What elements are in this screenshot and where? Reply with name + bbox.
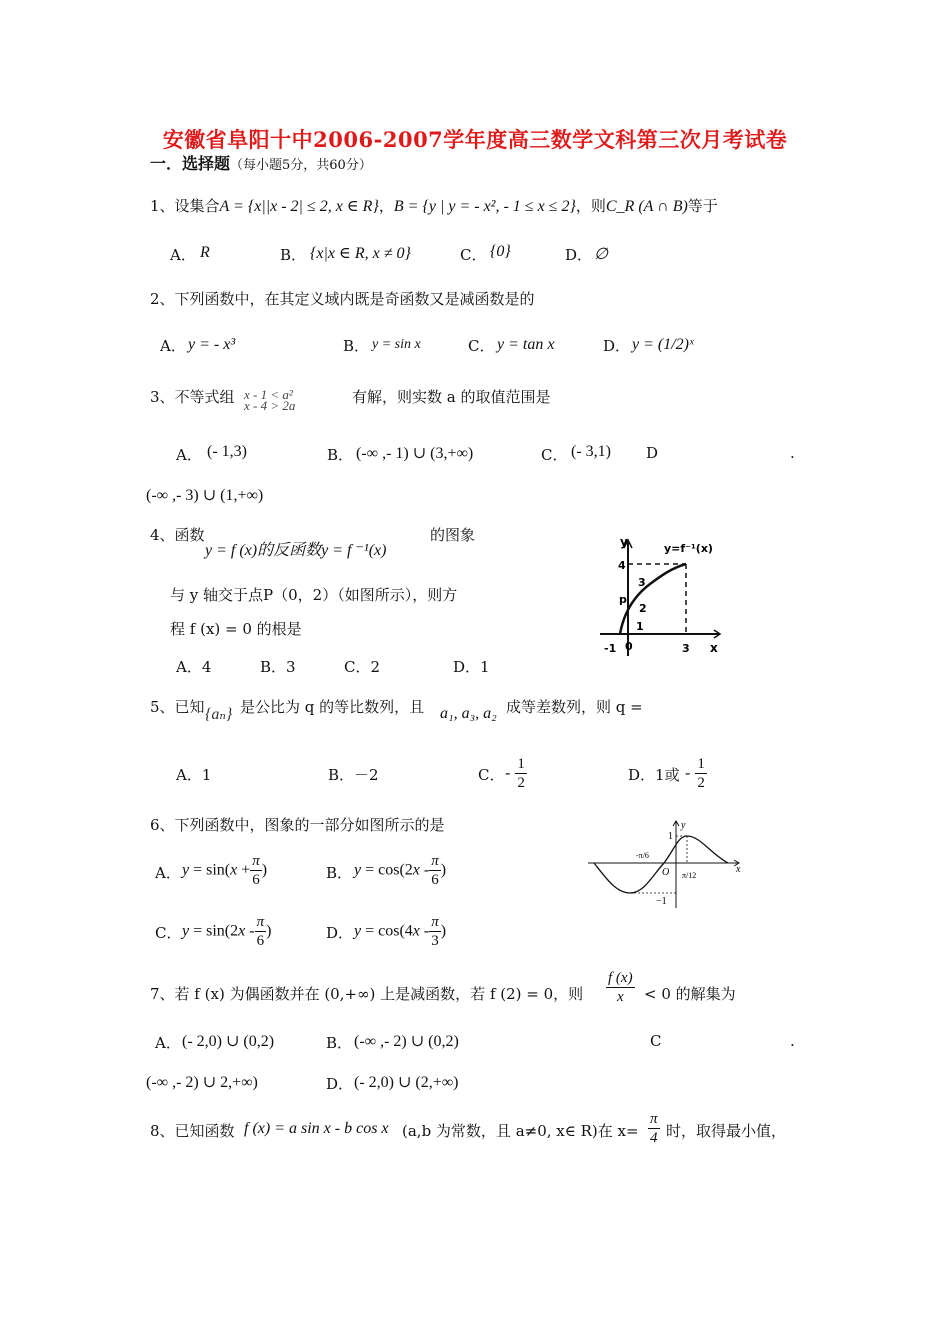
q5-option-b: B．－2 — [328, 766, 379, 784]
q7-period: . — [790, 1032, 795, 1050]
q4-tick-origin: 0 — [625, 640, 633, 653]
question-6: 6、下列函数中，图象的一部分如图所示的是 — [150, 816, 445, 834]
q4-y-label: y — [620, 535, 628, 549]
q1-option-c: {0} — [490, 243, 511, 260]
q6-option-b: y = cos(2x - $\frac{\pi}{6}$ ) — [354, 853, 447, 888]
page-title: 安徽省阜阳十中2006-2007学年度高三数学文科第三次月考试卷 — [162, 127, 788, 152]
question-3 — [150, 386, 235, 408]
q5-tail: 成等差数列，则 q = — [506, 698, 643, 716]
q5-option-c-frac: $\frac{1}{2}$ — [517, 756, 525, 791]
q5-option-c-label: C． — [478, 766, 505, 784]
q4-tick-2: 2 — [639, 602, 647, 615]
q6-option-d: y = cos(4x - $\frac{\pi}{3}$ ) — [354, 914, 447, 949]
q6-y-label: y — [681, 820, 686, 831]
q6-option-d-label: D． — [326, 924, 354, 942]
q1-option-a: R — [200, 244, 210, 261]
q4-tick-1: 1 — [636, 620, 644, 633]
q3-option-a-label: A． — [176, 446, 202, 464]
q1-set-b: B = {y | y = - x², - 1 ≤ x ≤ 2} — [393, 198, 576, 215]
q4-option-a: A．4 — [176, 658, 212, 676]
q5-seq: {aₙ} — [205, 706, 233, 723]
q3-option-c-label: C． — [541, 446, 568, 464]
q5-option-c: - $\frac{1}{2}$ — [505, 756, 525, 791]
q2-option-a-label: A． — [160, 337, 186, 355]
q6-graph — [586, 818, 746, 910]
q7-option-d-label: D． — [326, 1075, 354, 1093]
q7-frac-top: f (x) — [608, 970, 633, 986]
q1-end: 等于 — [687, 197, 718, 215]
q7-option-b: (-∞ ,- 2) ∪ (0,2) — [354, 1033, 459, 1050]
question-1 — [150, 195, 718, 218]
q4-option-b: B．3 — [260, 658, 296, 676]
section-note: （每小题5分，共60分） — [230, 158, 372, 173]
section-label: 一．选择题 — [150, 154, 231, 173]
q4-line-2: 与 y 轴交于点P（0，2）（如图所示），则方 — [170, 586, 458, 604]
q2-option-b: y = sin x — [372, 337, 421, 352]
q4-tail: 的图象 — [430, 526, 476, 544]
q6-tick-neg-pi6: -π/6 — [636, 851, 649, 860]
q3-option-d: (-∞ ,- 3) ∪ (1,+∞) — [146, 487, 264, 504]
q1-sep: ， — [378, 197, 394, 215]
q8-mid: (a,b 为常数，且 a≠0, x∈ R)在 x= — [402, 1122, 639, 1140]
q1-option-c-label: C． — [460, 246, 487, 264]
q4-curve-label: y=f⁻¹(x) — [664, 542, 713, 555]
q7-tail: < 0 的解集为 — [644, 985, 736, 1003]
q5-mid: 是公比为 q 的等比数列，且 — [240, 698, 425, 716]
q3-system-bottom: x - 4 > 2a — [244, 398, 296, 413]
q6-option-b-label: B． — [326, 864, 353, 882]
q1-option-a-label: A． — [170, 246, 196, 264]
q6-option-a: y = sin(x + $\frac{\pi}{6}$ ) — [182, 853, 268, 888]
section-heading — [150, 151, 372, 174]
q7-option-a: (- 2,0) ∪ (0,2) — [182, 1033, 275, 1050]
q4-tick-x3: 3 — [682, 642, 690, 655]
q7-option-d: (- 2,0) ∪ (2,+∞) — [354, 1074, 459, 1091]
q7-fraction — [606, 969, 635, 1006]
q1-tail: ，则 — [575, 197, 606, 215]
question-5: 5、已知 — [150, 698, 205, 716]
q2-option-d: y = (1/2)ˣ — [632, 336, 694, 353]
q4-curve — [620, 564, 686, 634]
q5-terms: a₁, a₃, a₂ — [440, 705, 497, 722]
q6-tick-1: 1 — [668, 831, 673, 842]
q5-option-a: A．1 — [176, 766, 212, 784]
q4-tick-4: 4 — [618, 559, 626, 572]
q3-option-b: (-∞ ,- 1) ∪ (3,+∞) — [356, 445, 474, 462]
q1-option-d-label: D． — [565, 246, 593, 264]
q8-expr: f (x) = a sin x - b cos x — [244, 1120, 389, 1137]
q1-expr: C_R (A ∩ B) — [605, 198, 688, 215]
q7-frac-bottom: x — [616, 989, 624, 1005]
q8-tail: 时，取得最小值， — [666, 1122, 787, 1140]
q2-option-d-label: D． — [603, 337, 631, 355]
question-7: 7、若 f (x) 为偶函数并在 (0,+∞) 上是减函数，若 f (2) = 0，则 — [150, 985, 584, 1003]
q3-option-d-label: D — [646, 444, 659, 462]
q7-option-c: (-∞ ,- 2) ∪ 2,+∞) — [146, 1074, 258, 1091]
q3-stem: 3、不等式组 — [150, 388, 235, 406]
q4-line-3: 程 f (x) = 0 的根是 — [170, 620, 302, 638]
q1-option-b: {x|x ∈ R, x ≠ 0} — [310, 245, 411, 262]
q4-option-d: D．1 — [453, 658, 490, 676]
question-2: 2、下列函数中，在其定义域内既是奇函数又是减函数是的 — [150, 290, 535, 308]
q2-option-a: y = - x³ — [188, 336, 236, 353]
q4-graph — [598, 532, 728, 660]
q6-option-c: y = sin(2x - $\frac{\pi}{6}$ ) — [182, 914, 272, 949]
q4-x-label: x — [710, 641, 718, 655]
q4-expr: y = f (x)的反函数y = f ⁻¹(x) — [205, 542, 387, 559]
q6-option-c-label: C． — [155, 924, 182, 942]
q1-set-a: A = {x||x - 2| ≤ 2, x ∈ R} — [219, 198, 379, 215]
question-4: 4、函数 — [150, 526, 205, 544]
q4-tick-3: 3 — [638, 576, 646, 589]
q1-stem: 1、设集合 — [150, 197, 220, 215]
q1-option-d: ∅ — [594, 246, 608, 263]
q1-option-b-label: B． — [280, 246, 307, 264]
q5-option-d-frac: $\frac{1}{2}$ — [697, 756, 705, 791]
q3-option-c: (- 3,1) — [571, 443, 611, 460]
q2-option-c: y = tan x — [497, 336, 555, 353]
q3-tail: 有解，则实数 a 的取值范围是 — [352, 388, 551, 406]
q2-option-c-label: C． — [468, 337, 495, 355]
q6-curve — [594, 836, 728, 893]
q8-frac-top: π — [650, 1111, 658, 1127]
q6-tick-pi12: π/12 — [682, 871, 697, 880]
q8-fraction — [648, 1110, 660, 1147]
q3-option-a: (- 1,3) — [207, 443, 247, 460]
q4-tick-neg1: -1 — [604, 642, 617, 655]
q3-system — [244, 389, 295, 411]
q3-option-b-label: B． — [327, 446, 354, 464]
q6-origin: O — [662, 867, 670, 878]
q4-option-c: C．2 — [344, 658, 381, 676]
q6-option-a-label: A． — [155, 864, 181, 882]
q7-option-a-label: A． — [155, 1034, 181, 1052]
q3-period: . — [790, 444, 795, 462]
q7-option-c-label: C — [650, 1032, 662, 1050]
q5-option-d-label: D．1或 — [628, 766, 680, 784]
q4-tick-p: p — [619, 593, 627, 606]
q5-option-d: - $\frac{1}{2}$ — [685, 756, 705, 791]
q6-tick-neg1: −1 — [656, 896, 667, 907]
q3-system-top: x - 1 < a² — [244, 387, 293, 402]
q8-frac-bottom: 4 — [650, 1130, 658, 1146]
q7-option-b-label: B． — [326, 1034, 353, 1052]
q2-option-b-label: B． — [343, 337, 370, 355]
q6-x-label: x — [736, 864, 741, 875]
question-8: 8、已知函数 — [150, 1122, 235, 1140]
